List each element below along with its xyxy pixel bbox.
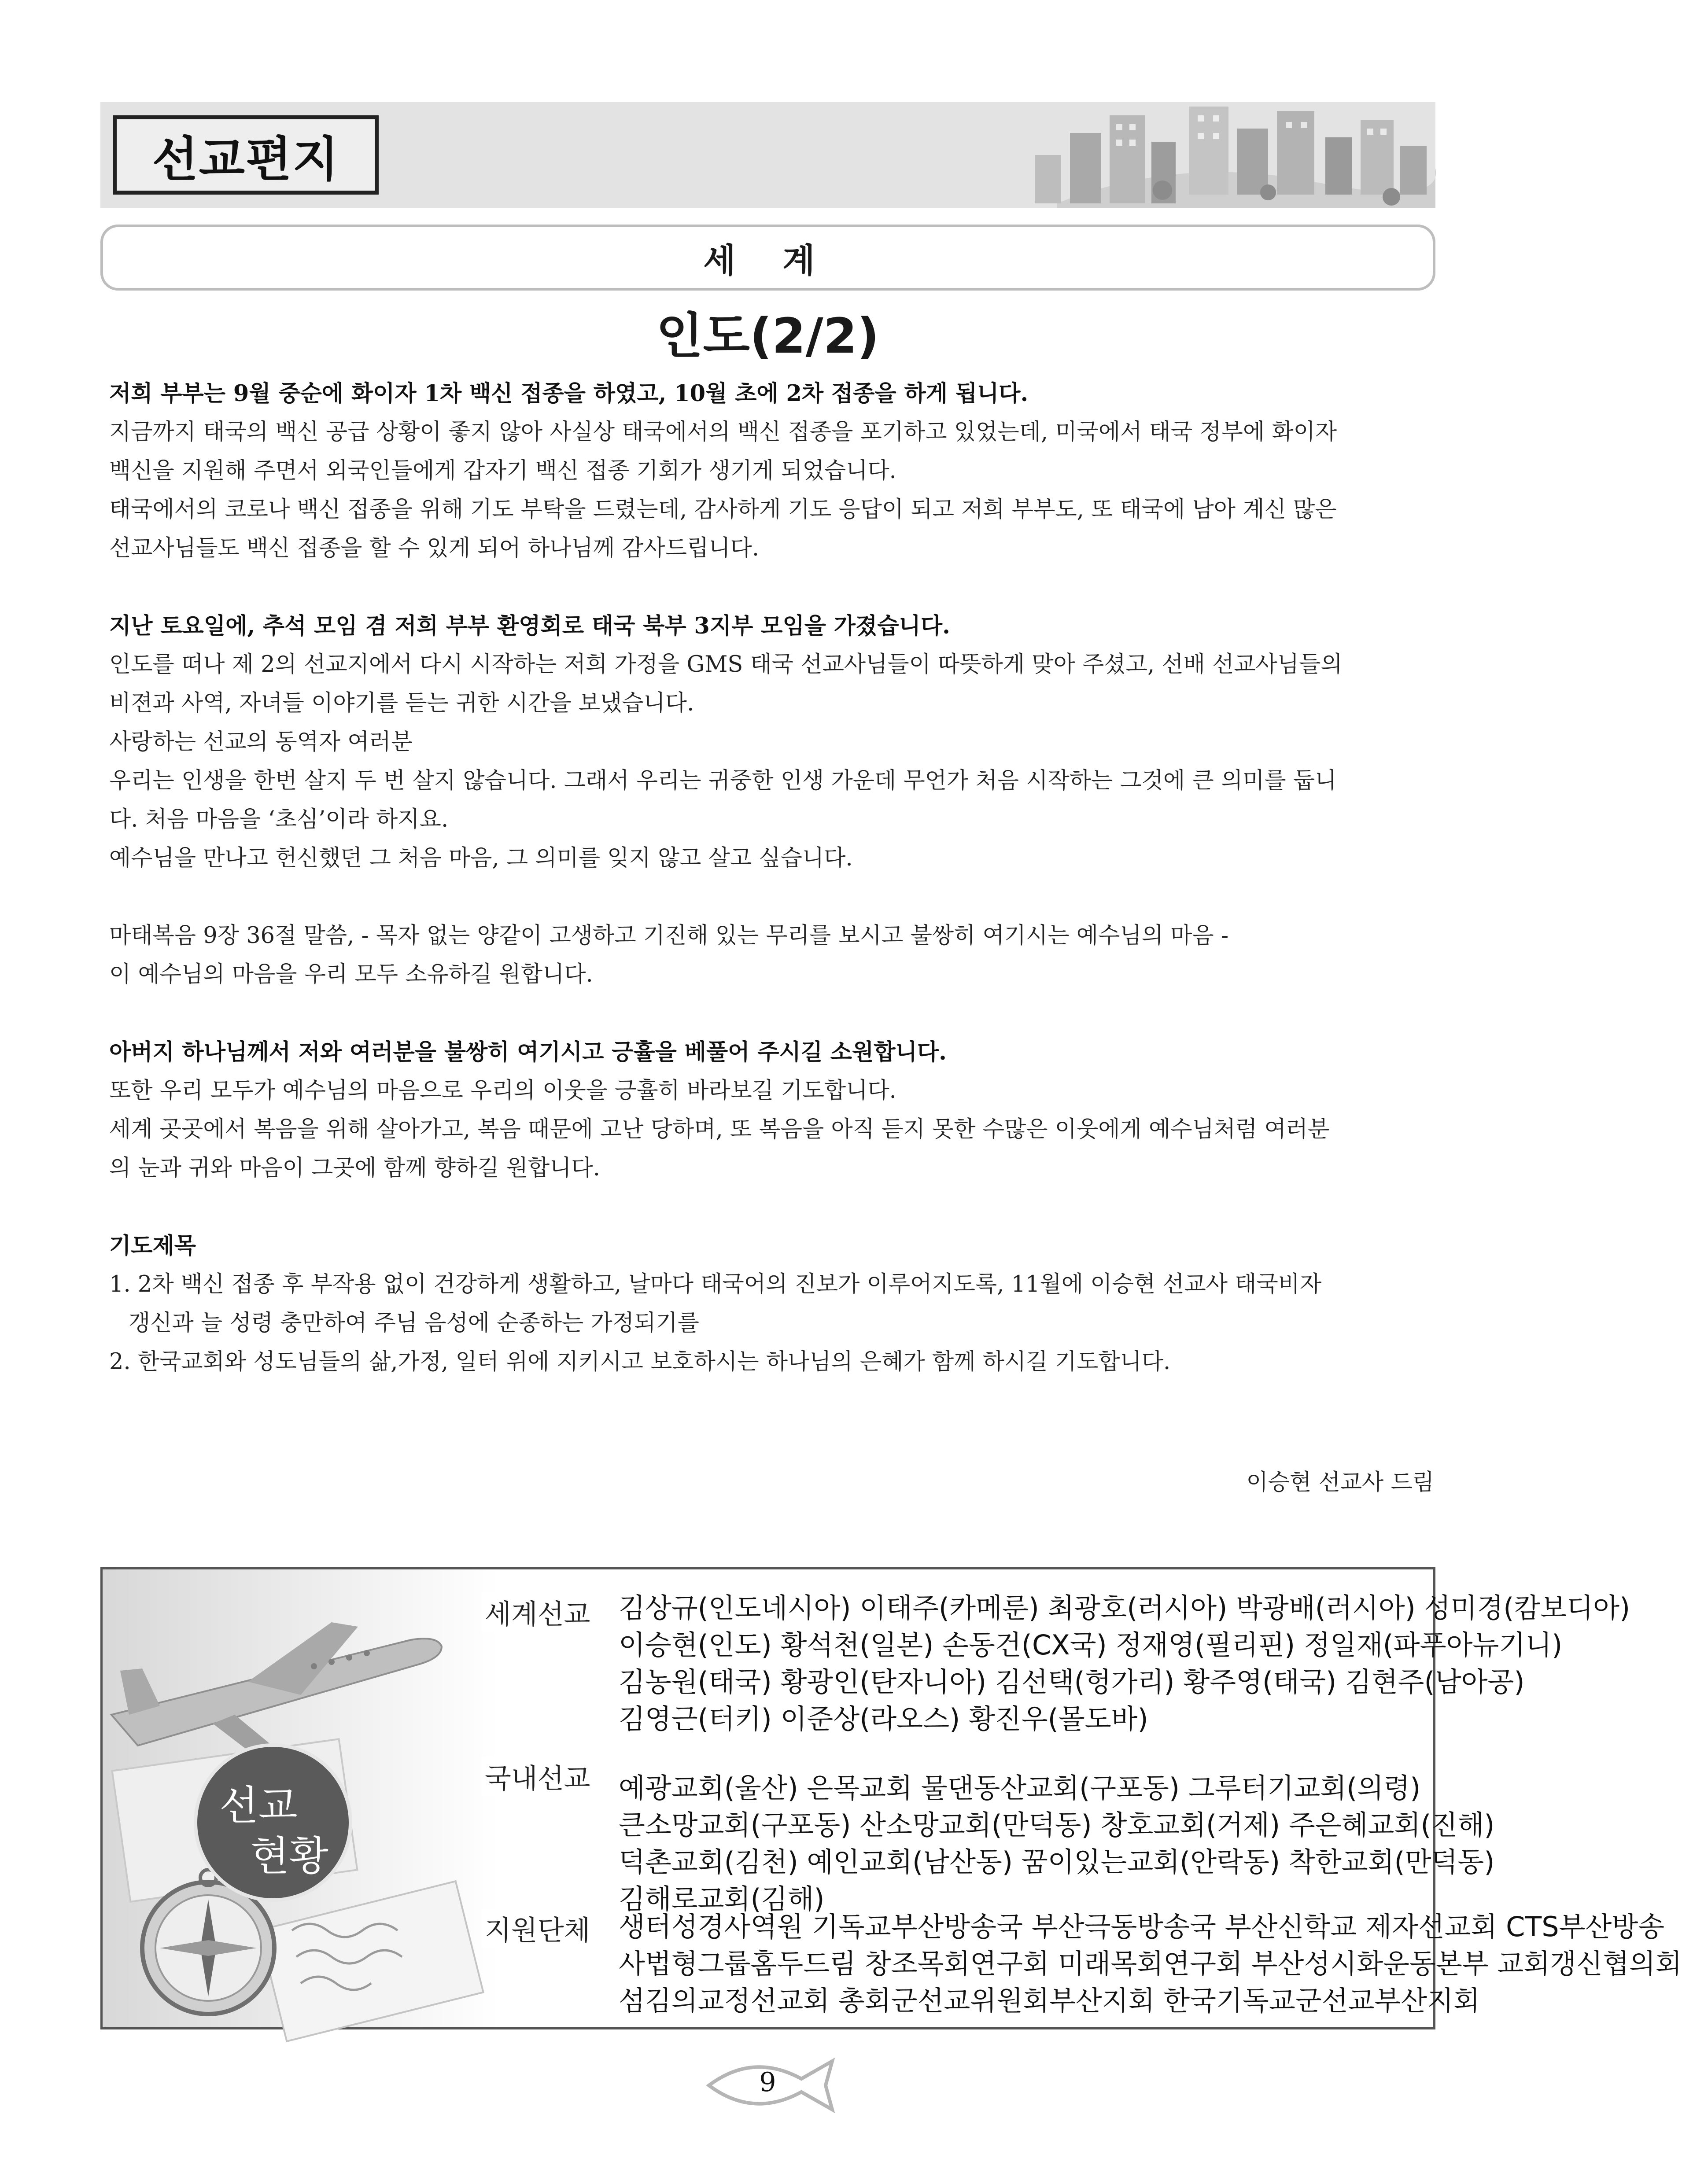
text-line: 비젼과 사역, 자녀들 이야기를 듣는 귀한 시간을 보냈습니다. xyxy=(109,690,694,716)
text-line: 예수님을 만나고 헌신했던 그 처음 마음, 그 의미를 잊지 않고 살고 싶습니다. xyxy=(109,845,853,871)
list-item: 사법형그룹홈두드림 창조목회연구회 미래목회연구회 부산성시화운동본부 교회갱신협의회 xyxy=(619,1948,1682,1980)
text-line: 마태복음 9장 36절 말씀, - 목자 없는 양같이 고생하고 기진해 있는 무리를 보시고 불쌍히 여기시는 예수님의 마음 - xyxy=(109,923,1229,949)
list-item: 김농원(태국) 황광인(탄자니아) 김선택(헝가리) 황주영(태국) 김현주(남아공) xyxy=(619,1666,1525,1698)
paragraph-heading: 저희 부부는 9월 중순에 화이자 1차 백신 접종을 하였고, 10월 초에 2차 접종을 하게 됩니다. xyxy=(109,380,1029,407)
domestic-mission-list xyxy=(619,1770,1495,1918)
prayer-heading: 기도제목 xyxy=(109,1233,196,1259)
badge-line: 선교 xyxy=(219,1782,298,1829)
support-groups-list xyxy=(619,1908,1682,2019)
world-mission-label: 세계선교 xyxy=(481,1592,594,1632)
text-line: 또한 우리 모두가 예수님의 마음으로 우리의 이웃을 긍휼히 바라보길 기도합니다. xyxy=(109,1078,896,1104)
support-groups-label: 지원단체 xyxy=(481,1908,594,1948)
list-item: 김상규(인도네시아) 이태주(카메룬) 최광호(러시아) 박광배(러시아) 성미경(캄보디아) xyxy=(619,1592,1630,1624)
prayer-item: 1. 2차 백신 접종 후 부작용 없이 건강하게 생활하고, 날마다 태국어의 진보가 이루어지도록, 11월에 이승현 선교사 태국비자 xyxy=(109,1271,1322,1297)
text-line: 선교사님들도 백신 접종을 할 수 있게 되어 하나님께 감사드립니다. xyxy=(109,535,760,561)
text-line: 우리는 인생을 한번 살지 두 번 살지 않습니다. 그래서 우리는 귀중한 인생 가운데 무언가 처음 시작하는 그것에 큰 의미를 둡니 xyxy=(109,768,1337,794)
text-line: 의 눈과 귀와 마음이 그곳에 함께 향하길 원합니다. xyxy=(109,1155,601,1181)
country-title: 인도(2/2) xyxy=(656,308,879,364)
list-item: 덕촌교회(김천) 예인교회(남산동) 꿈이있는교회(안락동) 착한교회(만덕동) xyxy=(619,1846,1495,1878)
list-item: 예광교회(울산) 은목교회 물댄동산교회(구포동) 그루터기교회(의령) xyxy=(619,1772,1421,1804)
text-line: 인도를 떠나 제 2의 선교지에서 다시 시작하는 저희 가정을 GMS 태국 선교사님들이 따뜻하게 맞아 주셨고, 선배 선교사님들의 xyxy=(109,652,1343,678)
world-mission-list xyxy=(619,1590,1630,1738)
domestic-mission-label: 국내선교 xyxy=(481,1757,594,1796)
signature: 이승현 선교사 드림 xyxy=(1246,1470,1434,1495)
paragraph-heading: 아버지 하나님께서 저와 여러분을 불쌍히 여기시고 긍휼을 베풀어 주시길 소원합니다. xyxy=(109,1039,947,1065)
letter-body xyxy=(109,374,1439,1381)
text-line: 이 예수님의 마음을 우리 모두 소유하길 원합니다. xyxy=(109,961,593,987)
list-item: 생터성경사역원 기독교부산방송국 부산극동방송국 부산신학교 제자선교회 CTS부산방송 xyxy=(619,1911,1665,1943)
mission-status-badge xyxy=(194,1743,352,1902)
text-line: 백신을 지원해 주면서 외국인들에게 갑자기 백신 접종 기회가 생기게 되었습니다. xyxy=(109,458,896,484)
text-line: 세계 곳곳에서 복음을 위해 살아가고, 복음 때문에 고난 당하며, 또 복음을 아직 듣지 못한 수많은 이웃에게 예수님처럼 여러분 xyxy=(109,1116,1330,1142)
list-item: 큰소망교회(구포동) 산소망교회(만덕동) 창호교회(거제) 주은혜교회(진해) xyxy=(619,1809,1495,1841)
list-item: 김영근(터키) 이준상(라오스) 황진우(몰도바) xyxy=(619,1703,1148,1735)
badge-line: 현황 xyxy=(250,1833,328,1880)
city-illustration-icon xyxy=(1004,102,1435,208)
text-line: 태국에서의 코로나 백신 접종을 위해 기도 부탁을 드렸는데, 감사하게 기도 응답이 되고 저희 부부도, 또 태국에 남아 계신 많은 xyxy=(109,497,1337,523)
prayer-item-continued: 갱신과 늘 성령 충만하여 주님 음성에 순종하는 가정되기를 xyxy=(129,1310,699,1336)
text-line: 다. 처음 마음을 ‘초심’이라 하지요. xyxy=(109,807,449,832)
text-line: 지금까지 태국의 백신 공급 상황이 좋지 않아 사실상 태국에서의 백신 접종을 포기하고 있었는데, 미국에서 태국 정부에 화이자 xyxy=(109,419,1337,445)
paragraph-heading: 지난 토요일에, 추석 모임 겸 저희 부부 환영회로 태국 북부 3지부 모임을 가졌습니다. xyxy=(109,613,950,639)
section-tab: 선교편지 xyxy=(113,115,379,195)
page-number: 9 xyxy=(759,2067,776,2098)
list-item: 이승현(인도) 황석천(일본) 손동건(CX국) 정재영(필리핀) 정일재(파푸아뉴기니) xyxy=(619,1629,1563,1661)
list-item: 김해로교회(김해) xyxy=(619,1883,825,1915)
list-item: 섬김의교정선교회 총회군선교위원회부산지회 한국기독교군선교부산지회 xyxy=(619,1985,1480,2017)
prayer-item: 2. 한국교회와 성도님들의 삶,가정, 일터 위에 지키시고 보호하시는 하나님의 은혜가 함께 하시길 기도합니다. xyxy=(109,1349,1171,1375)
region-heading: 세 계 xyxy=(100,225,1435,291)
text-line: 사랑하는 선교의 동역자 여러분 xyxy=(109,729,413,755)
